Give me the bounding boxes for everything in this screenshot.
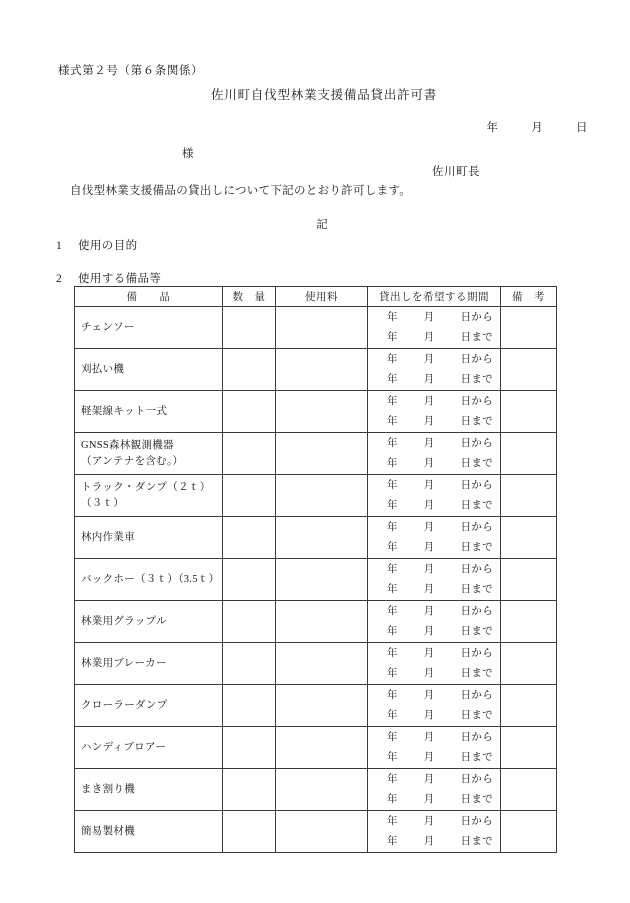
period-cell[interactable] xyxy=(368,643,501,685)
period-day-suffix: 日まで xyxy=(460,541,493,553)
note-cell[interactable] xyxy=(501,475,557,517)
equipment-table xyxy=(74,286,557,853)
period-day-suffix: 日から xyxy=(460,479,493,491)
period-year-label: 年 xyxy=(386,835,398,847)
header-period: 貸出しを希望する期間 xyxy=(368,287,501,307)
note-cell[interactable] xyxy=(501,643,557,685)
period-year-label: 年 xyxy=(386,731,398,743)
quantity-cell[interactable] xyxy=(223,601,276,643)
equipment-name-line: 簡易製材機 xyxy=(81,825,135,837)
date-day-label: 日 xyxy=(576,122,588,134)
period-from-line xyxy=(368,770,500,790)
fee-cell[interactable] xyxy=(276,433,368,475)
period-month-label: 月 xyxy=(423,731,435,743)
table-row xyxy=(75,727,557,769)
period-from-line xyxy=(368,602,500,622)
equipment-name-line: 林内作業車 xyxy=(81,531,135,543)
period-cell[interactable] xyxy=(368,475,501,517)
note-cell[interactable] xyxy=(501,811,557,853)
equipment-name-line: 軽架線キット一式 xyxy=(81,405,168,417)
header-quantity: 数 量 xyxy=(223,287,276,307)
period-cell[interactable] xyxy=(368,391,501,433)
note-cell[interactable] xyxy=(501,559,557,601)
note-cell[interactable] xyxy=(501,391,557,433)
fee-cell[interactable] xyxy=(276,601,368,643)
period-to-line xyxy=(368,580,500,600)
period-from-line xyxy=(368,812,500,832)
period-to-line xyxy=(368,454,500,474)
period-to-line xyxy=(368,790,500,810)
period-cell[interactable] xyxy=(368,517,501,559)
period-day-suffix: 日から xyxy=(460,395,493,407)
period-day-suffix: 日から xyxy=(460,689,493,701)
period-day-suffix: 日から xyxy=(460,773,493,785)
period-cell[interactable] xyxy=(368,727,501,769)
fee-cell[interactable] xyxy=(276,307,368,349)
period-month-label: 月 xyxy=(423,647,435,659)
period-year-label: 年 xyxy=(386,437,398,449)
equipment-name-cell xyxy=(75,727,223,769)
numbered-item-2 xyxy=(56,270,161,286)
equipment-name-line: 刈払い機 xyxy=(81,363,125,375)
period-to-line xyxy=(368,370,500,390)
period-month-label: 月 xyxy=(423,331,435,343)
fee-cell[interactable] xyxy=(276,685,368,727)
header-note: 備 考 xyxy=(501,287,557,307)
period-year-label: 年 xyxy=(386,521,398,533)
period-day-suffix: 日から xyxy=(460,815,493,827)
period-month-label: 月 xyxy=(423,689,435,701)
table-row xyxy=(75,391,557,433)
table-row xyxy=(75,643,557,685)
period-to-line xyxy=(368,412,500,432)
note-cell[interactable] xyxy=(501,727,557,769)
quantity-cell[interactable] xyxy=(223,307,276,349)
period-to-line xyxy=(368,664,500,684)
period-from-line xyxy=(368,350,500,370)
period-day-suffix: 日まで xyxy=(460,499,493,511)
period-year-label: 年 xyxy=(386,457,398,469)
period-year-label: 年 xyxy=(386,373,398,385)
date-line xyxy=(487,119,589,135)
period-day-suffix: 日まで xyxy=(460,793,493,805)
period-cell[interactable] xyxy=(368,769,501,811)
table-body xyxy=(75,307,557,853)
period-year-label: 年 xyxy=(386,415,398,427)
period-from-line xyxy=(368,560,500,580)
note-cell[interactable] xyxy=(501,601,557,643)
date-month-label: 月 xyxy=(531,122,544,134)
note-cell[interactable] xyxy=(501,769,557,811)
quantity-cell[interactable] xyxy=(223,811,276,853)
period-to-line xyxy=(368,832,500,852)
period-year-label: 年 xyxy=(386,667,398,679)
period-year-label: 年 xyxy=(386,815,398,827)
quantity-cell[interactable] xyxy=(223,643,276,685)
fee-cell[interactable] xyxy=(276,349,368,391)
period-cell[interactable] xyxy=(368,349,501,391)
equipment-name-cell xyxy=(75,391,223,433)
period-day-suffix: 日まで xyxy=(460,667,493,679)
period-from-line xyxy=(368,644,500,664)
period-year-label: 年 xyxy=(386,563,398,575)
equipment-name-cell xyxy=(75,559,223,601)
period-month-label: 月 xyxy=(423,773,435,785)
note-cell[interactable] xyxy=(501,307,557,349)
quantity-cell[interactable] xyxy=(223,349,276,391)
period-from-line xyxy=(368,434,500,454)
fee-cell[interactable] xyxy=(276,517,368,559)
period-month-label: 月 xyxy=(423,353,435,365)
equipment-name-cell xyxy=(75,433,223,475)
equipment-name-line: まき割り機 xyxy=(81,783,135,795)
period-year-label: 年 xyxy=(386,773,398,785)
period-from-line xyxy=(368,728,500,748)
period-from-line xyxy=(368,476,500,496)
period-year-label: 年 xyxy=(386,311,398,323)
quantity-cell[interactable] xyxy=(223,559,276,601)
fee-cell[interactable] xyxy=(276,727,368,769)
table-row xyxy=(75,811,557,853)
period-to-line xyxy=(368,496,500,516)
equipment-name-cell xyxy=(75,811,223,853)
period-day-suffix: 日から xyxy=(460,353,493,365)
equipment-name-line: 林業用ブレーカー xyxy=(81,657,167,669)
period-day-suffix: 日まで xyxy=(460,709,493,721)
period-day-suffix: 日まで xyxy=(460,583,493,595)
equipment-name-cell xyxy=(75,307,223,349)
period-cell[interactable] xyxy=(368,307,501,349)
form-number: 様式第２号（第６条関係） xyxy=(58,65,204,77)
table-row xyxy=(75,601,557,643)
fee-cell[interactable] xyxy=(276,391,368,433)
fee-cell[interactable] xyxy=(276,643,368,685)
period-day-suffix: 日まで xyxy=(460,331,493,343)
period-year-label: 年 xyxy=(386,499,398,511)
period-month-label: 月 xyxy=(423,479,435,491)
period-year-label: 年 xyxy=(386,751,398,763)
fee-cell[interactable] xyxy=(276,559,368,601)
period-from-line xyxy=(368,686,500,706)
period-year-label: 年 xyxy=(386,793,398,805)
equipment-name-cell xyxy=(75,685,223,727)
date-year-label: 年 xyxy=(486,122,499,134)
period-day-suffix: 日から xyxy=(460,605,493,617)
quantity-cell[interactable] xyxy=(223,685,276,727)
period-to-line xyxy=(368,706,500,726)
table-header-row xyxy=(75,287,557,307)
equipment-name-line: クローラーダンプ xyxy=(81,699,168,711)
period-month-label: 月 xyxy=(423,395,435,407)
period-month-label: 月 xyxy=(423,373,435,385)
period-day-suffix: 日まで xyxy=(460,415,493,427)
period-day-suffix: 日から xyxy=(460,437,493,449)
period-year-label: 年 xyxy=(386,353,398,365)
equipment-name-cell xyxy=(75,517,223,559)
numbered-item-1 xyxy=(56,237,138,253)
period-month-label: 月 xyxy=(423,667,435,679)
table-row xyxy=(75,433,557,475)
table-header xyxy=(75,287,557,307)
period-to-line xyxy=(368,622,500,642)
period-month-label: 月 xyxy=(423,835,435,847)
item-1-number: 1 xyxy=(56,240,63,252)
period-month-label: 月 xyxy=(423,415,435,427)
table-row xyxy=(75,559,557,601)
period-month-label: 月 xyxy=(423,815,435,827)
period-month-label: 月 xyxy=(423,583,435,595)
period-month-label: 月 xyxy=(423,437,435,449)
period-year-label: 年 xyxy=(386,479,398,491)
period-month-label: 月 xyxy=(423,457,435,469)
period-year-label: 年 xyxy=(386,331,398,343)
period-year-label: 年 xyxy=(386,689,398,701)
period-month-label: 月 xyxy=(423,751,435,763)
period-year-label: 年 xyxy=(386,625,398,637)
period-from-line xyxy=(368,308,500,328)
note-cell[interactable] xyxy=(501,349,557,391)
period-to-line xyxy=(368,748,500,768)
period-to-line xyxy=(368,328,500,348)
period-day-suffix: 日から xyxy=(460,311,493,323)
period-day-suffix: 日から xyxy=(460,647,493,659)
equipment-name-cell xyxy=(75,475,223,517)
equipment-name-cell xyxy=(75,643,223,685)
lead-paragraph: 自伐型林業支援備品の貸出しについて下記のとおり許可します。 xyxy=(70,185,412,197)
equipment-name-line: （アンテナを含む。） xyxy=(81,455,184,467)
period-month-label: 月 xyxy=(423,521,435,533)
quantity-cell[interactable] xyxy=(223,517,276,559)
note-cell[interactable] xyxy=(501,517,557,559)
header-equipment: 備 品 xyxy=(75,287,223,307)
period-month-label: 月 xyxy=(423,709,435,721)
period-to-line xyxy=(368,538,500,558)
equipment-name-line: バックホー（３ｔ）（3.5ｔ） xyxy=(81,573,220,585)
note-cell[interactable] xyxy=(501,685,557,727)
table-row xyxy=(75,685,557,727)
equipment-name-cell xyxy=(75,769,223,811)
equipment-name-line: 林業用グラップル xyxy=(81,615,167,627)
period-day-suffix: 日から xyxy=(460,563,493,575)
period-month-label: 月 xyxy=(423,499,435,511)
period-day-suffix: 日まで xyxy=(460,373,493,385)
period-month-label: 月 xyxy=(423,605,435,617)
period-year-label: 年 xyxy=(386,709,398,721)
equipment-name-line: GNSS森林観測機器 xyxy=(81,440,174,452)
period-year-label: 年 xyxy=(386,541,398,553)
period-cell[interactable] xyxy=(368,811,501,853)
period-month-label: 月 xyxy=(423,793,435,805)
quantity-cell[interactable] xyxy=(223,769,276,811)
equipment-name-cell xyxy=(75,349,223,391)
period-day-suffix: 日まで xyxy=(460,625,493,637)
period-day-suffix: 日まで xyxy=(460,835,493,847)
addressee-suffix: 様 xyxy=(182,148,194,160)
item-1-label: 使用の目的 xyxy=(78,240,138,252)
period-year-label: 年 xyxy=(386,647,398,659)
period-cell[interactable] xyxy=(368,433,501,475)
table-row xyxy=(75,307,557,349)
equipment-name-line: ハンディブロアー xyxy=(81,741,167,753)
period-day-suffix: 日から xyxy=(460,731,493,743)
period-cell[interactable] xyxy=(368,685,501,727)
document-title: 佐川町自伐型林業支援備品貸出許可書 xyxy=(210,88,438,102)
table-row xyxy=(75,769,557,811)
issuer-name: 佐川町長 xyxy=(432,166,480,178)
table-row xyxy=(75,517,557,559)
quantity-cell[interactable] xyxy=(223,727,276,769)
table-row xyxy=(75,349,557,391)
period-month-label: 月 xyxy=(423,311,435,323)
period-day-suffix: 日まで xyxy=(460,751,493,763)
period-year-label: 年 xyxy=(386,583,398,595)
period-month-label: 月 xyxy=(423,563,435,575)
period-from-line xyxy=(368,392,500,412)
equipment-name-line: チェンソー xyxy=(81,321,135,333)
period-year-label: 年 xyxy=(386,605,398,617)
period-from-line xyxy=(368,518,500,538)
quantity-cell[interactable] xyxy=(223,391,276,433)
period-day-suffix: 日まで xyxy=(460,457,493,469)
period-month-label: 月 xyxy=(423,541,435,553)
quantity-cell[interactable] xyxy=(223,433,276,475)
period-day-suffix: 日から xyxy=(460,521,493,533)
equipment-name-cell xyxy=(75,601,223,643)
fee-cell[interactable] xyxy=(276,475,368,517)
period-year-label: 年 xyxy=(386,395,398,407)
quantity-cell[interactable] xyxy=(223,475,276,517)
fee-cell[interactable] xyxy=(276,811,368,853)
table-row xyxy=(75,475,557,517)
period-month-label: 月 xyxy=(423,625,435,637)
ki-mark: 記 xyxy=(316,219,328,231)
period-cell[interactable] xyxy=(368,559,501,601)
note-cell[interactable] xyxy=(501,433,557,475)
item-2-label: 使用する備品等 xyxy=(78,273,162,285)
equipment-name-line: トラック・ダンプ（２ｔ）（３ｔ） xyxy=(81,482,211,509)
header-fee: 使用料 xyxy=(276,287,368,307)
period-cell[interactable] xyxy=(368,601,501,643)
item-2-number: 2 xyxy=(56,273,63,285)
fee-cell[interactable] xyxy=(276,769,368,811)
